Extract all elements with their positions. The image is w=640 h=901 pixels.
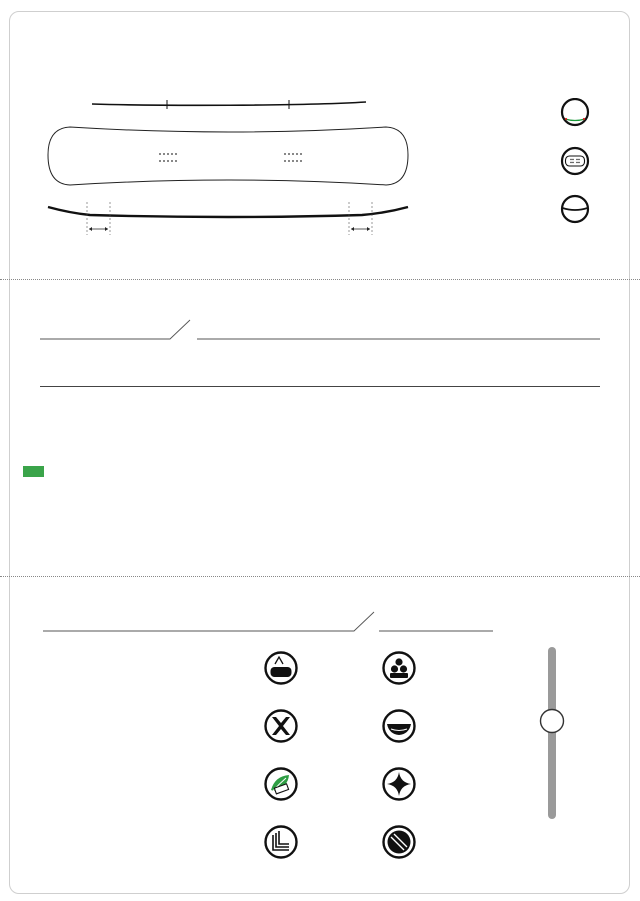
bmb-light-core-icon xyxy=(264,767,298,801)
ext-plate-icon xyxy=(264,709,298,743)
sanding-finish-icon xyxy=(382,767,416,801)
col-header xyxy=(394,362,472,386)
asner-rubber-icon xyxy=(382,825,416,859)
camber-profile xyxy=(48,207,408,217)
col-header xyxy=(508,362,600,386)
feature-bmb-light-core xyxy=(264,767,307,801)
convex-finish-icon xyxy=(382,709,416,743)
col-header xyxy=(202,362,264,386)
3r-sidecurve-icon xyxy=(558,98,592,128)
divider-2 xyxy=(0,576,640,577)
new-size-badge xyxy=(23,466,44,477)
feature-sanding-finish xyxy=(382,767,425,801)
3layer-frp-icon xyxy=(264,825,298,859)
feature-graphite-sole xyxy=(382,651,425,685)
d-twintip-icon xyxy=(558,146,592,176)
col-header xyxy=(472,362,508,386)
table-header-row xyxy=(40,362,600,386)
col-header xyxy=(334,362,394,386)
col-header xyxy=(88,362,154,386)
flex-slider xyxy=(534,645,570,823)
board-outline xyxy=(48,127,408,185)
graphite-sole-icon xyxy=(382,651,416,685)
col-header xyxy=(154,362,202,386)
flex-thumb xyxy=(541,710,564,733)
col-header xyxy=(40,362,88,386)
arch-bend-line xyxy=(92,102,366,105)
feature-asner-rubber xyxy=(382,825,425,859)
divider-1 xyxy=(0,279,640,280)
midlowcamber-icon xyxy=(558,194,592,224)
feature-ext-plate xyxy=(264,709,307,743)
feature-convex-finish xyxy=(382,709,425,743)
feature-3layer-frp xyxy=(264,825,307,859)
board-diagram xyxy=(40,95,420,240)
abs-topsheet-icon xyxy=(264,651,298,685)
size-spec-table xyxy=(40,362,600,387)
col-header xyxy=(264,362,334,386)
tech-title-rule xyxy=(43,610,493,636)
feature-abs-topsheet xyxy=(264,651,307,685)
overview-title-rule xyxy=(40,318,600,346)
